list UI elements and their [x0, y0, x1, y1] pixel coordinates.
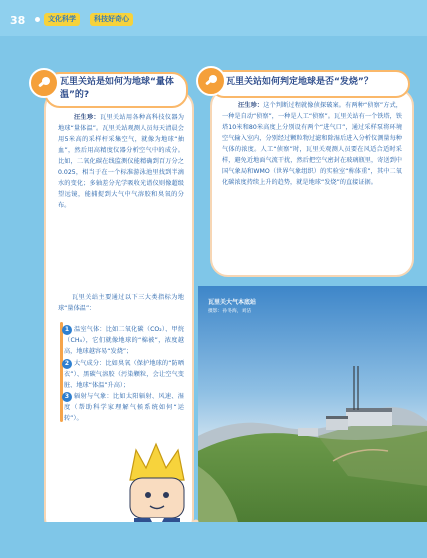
- bullet-number-2: 2: [62, 359, 72, 369]
- page-number: 38: [10, 14, 26, 27]
- bullet-item-3: 辐射与气象：比如太阳辐射、风速、湿度（帮助科学家理解气候系统如何“运转”）。: [64, 393, 184, 422]
- bullet-bar: [60, 322, 63, 422]
- right-paragraph: [222, 100, 402, 188]
- photo-caption: 瓦里关大气本底站: [208, 299, 257, 306]
- left-paragraph-2: 瓦里关站主要通过以下三大类指标为地球“量体温”：: [58, 294, 184, 312]
- photo-credit: 摄影：孙冬海，刘洁: [208, 309, 252, 314]
- bullet-item-1: 温室气体：比如二氧化碳（CO₂）、甲烷（CH₄），它们就像地球的“棉被”，浓度越高，地球越容易“发烧”；: [64, 326, 184, 355]
- bullet-number-3: 3: [62, 392, 72, 402]
- left-paragraph-1-text: 瓦里关站用各种高科技仪器为地球“量体温”。瓦里关站观测人员每天清晨会用5米高的采样杆采集空气，就像为地球“抽血”，然后用高精度仪器分析空气中的成分。比如，二氧化碳在线监测仪能精确到百万分之0.025，相当于在一个标准游泳池里找到半滴水的变化；多轴差分光学吸收光谱仪则像超级望远镜，能捕捉到大气中气溶胶和臭氧的分布。: [58, 114, 184, 209]
- microphone-icon: [196, 66, 226, 96]
- left-paragraph-1: [58, 112, 184, 211]
- bullet-number-1: 1: [62, 325, 72, 335]
- topic-tag: 科技好奇心: [90, 13, 133, 26]
- bullet-item-2: 大气成分：比如臭氧（保护地球的“防晒衣”）、黑碳气溶胶（污染颗粒，会让空气变脏、地球“体温”升高）；: [64, 360, 184, 389]
- right-question-title: 瓦里关站如何判定地球是否“发烧”？: [226, 77, 373, 87]
- station-photo: [198, 286, 427, 522]
- microphone-icon: [29, 68, 59, 98]
- right-speaker: 汪生珍：: [238, 102, 264, 109]
- left-speaker: 汪生珍：: [74, 114, 100, 121]
- page-header: [0, 0, 427, 36]
- right-paragraph-text: 这个判断过程就像侦探破案。有两种“侦察”方式，一种是自动“侦察”，一种是人工“侦察”。瓦里关站有一个铁塔，铁塔10米和80米高度上分别设有两个“进气口”，通过采样泵将环境空气输入室内，分别经过颗粒物过滤和除湿后进入分析仪测量每种气体的浓度。人工“侦察”时，瓦里关观测人员要在风适合适时采样，避免近地面气流干扰，然后把空气密封在玻璃瓶里，寄送到中国气象局和WMO（世界气象组织）的实验室“称体重”，其中二氧化碳浓度持续上升的趋势，就是地球“发烧”的直接证据。: [222, 102, 402, 186]
- left-question-title: 瓦里关站是如何为地球“量体温”的?: [60, 77, 174, 100]
- section-tag: 文化科学: [44, 13, 80, 26]
- bottom-strip: [0, 522, 427, 558]
- header-dot: [35, 17, 40, 22]
